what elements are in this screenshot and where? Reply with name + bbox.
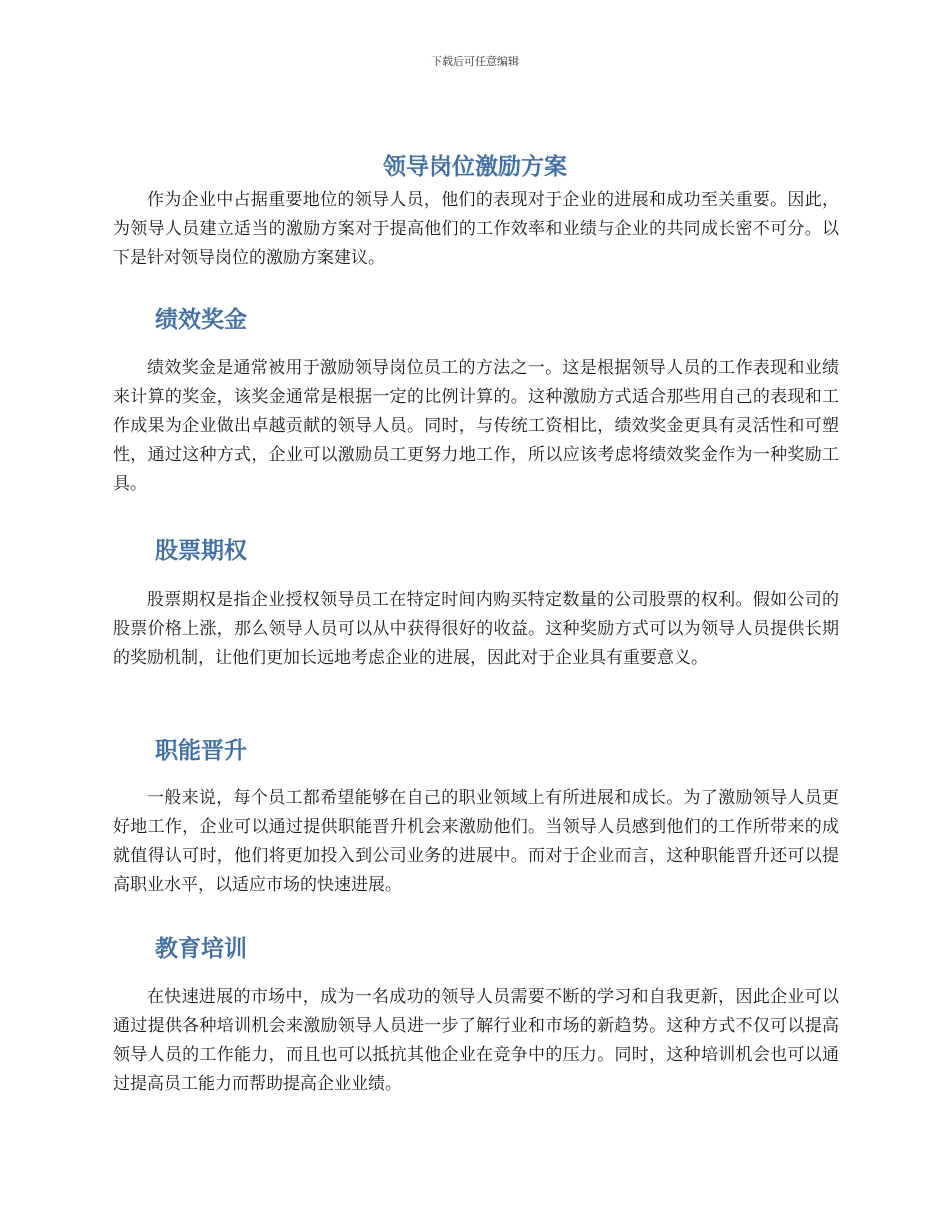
section-body-promotion: 一般来说，每个员工都希望能够在自己的职业领域上有所进展和成长。为了激励领导人员更好地工作，企业可以通过提供职能晋升机会来激励他们。当领导人员感到他们的工作所带来的成就值得认可时，他们将更加投入到公司业务的进展中。而对于企业而言，这种职能晋升还可以提高职业水平，以适应市场的快速进展。 bbox=[113, 788, 839, 895]
intro-block bbox=[113, 186, 839, 273]
section-body-stock-options-block bbox=[113, 586, 839, 673]
section-body-stock-options: 股票期权是指企业授权领导员工在特定时间内购买特定数量的公司股票的权利。假如公司的股票价格上涨，那么领导人员可以从中获得很好的收益。这种奖励方式可以为领导人员提供长期的奖励机制，让他们更加长远地考虑企业的进展，因此对于企业具有重要意义。 bbox=[113, 590, 839, 668]
section-heading-stock-options: 股票期权 bbox=[155, 538, 247, 564]
section-body-performance-bonus: 绩效奖金是通常被用于激励领导岗位员工的方法之一。这是根据领导人员的工作表现和业绩来计算的奖金，该奖金通常是根据一定的比例计算的。这种激励方式适合那些用自己的表现和工作成果为企业做出卓越贡献的领导人员。同时，与传统工资相比，绩效奖金更具有灵活性和可塑性，通过这种方式，企业可以激励员工更努力地工作，所以应该考虑将绩效奖金作为一种奖励工具。 bbox=[113, 358, 839, 494]
section-body-training: 在快速进展的市场中，成为一名成功的领导人员需要不断的学习和自我更新，因此企业可以通过提供各种培训机会来激励领导人员进一步了解行业和市场的新趋势。这种方式不仅可以提高领导人员的工作能力，而且也可以抵抗其他企业在竞争中的压力。同时，这种培训机会也可以通过提高员工能力而帮助提高企业业绩。 bbox=[113, 987, 839, 1094]
section-body-performance-bonus-block bbox=[113, 354, 839, 499]
section-heading-training: 教育培训 bbox=[155, 936, 247, 962]
intro-paragraph: 作为企业中占据重要地位的领导人员，他们的表现对于企业的进展和成功至关重要。因此，为领导人员建立适当的激励方案对于提高他们的工作效率和业绩与企业的共同成长密不可分。以下是针对领导岗位的激励方案建议。 bbox=[113, 190, 839, 268]
section-heading-performance-bonus: 绩效奖金 bbox=[155, 307, 247, 333]
page-header-note: 下载后可任意编辑 bbox=[431, 55, 519, 68]
section-heading-promotion: 职能晋升 bbox=[155, 738, 247, 764]
section-body-promotion-block bbox=[113, 784, 839, 900]
document-title: 领导岗位激励方案 bbox=[383, 154, 567, 180]
section-body-training-block bbox=[113, 983, 839, 1099]
